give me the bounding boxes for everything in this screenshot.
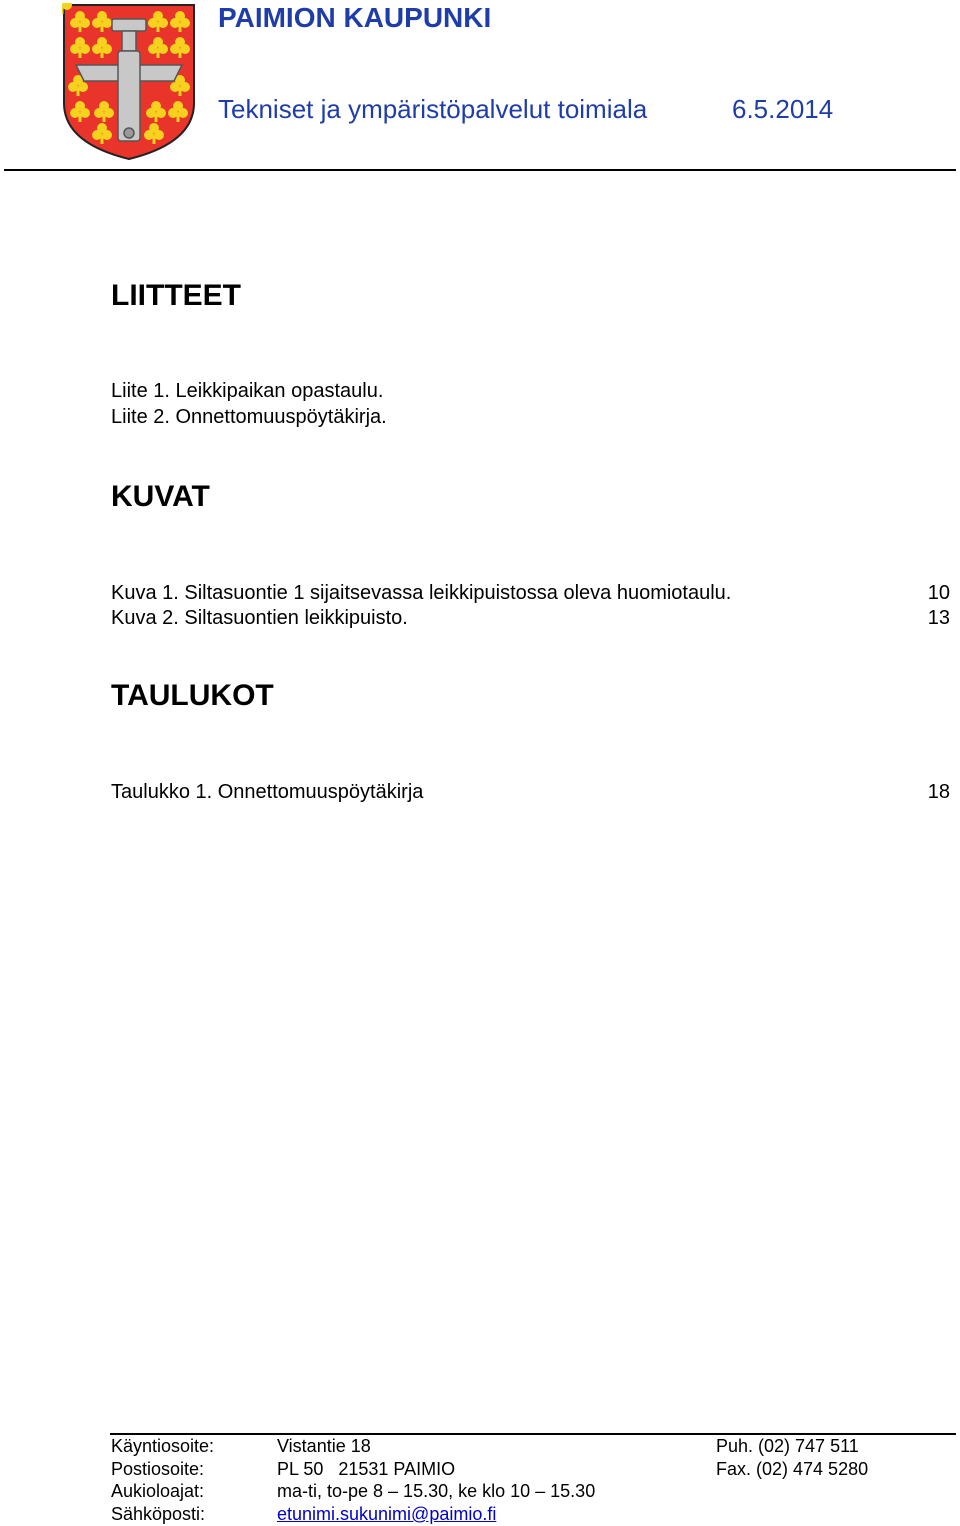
department-name: Tekniset ja ympäristöpalvelut toimiala (218, 94, 648, 124)
header-divider (4, 169, 956, 171)
table-entry-page: 18 (927, 781, 950, 803)
email-link[interactable]: etunimi.sukunimi@paimio.fi (277, 1504, 497, 1524)
opening-hours-label: Aukioloajat: (111, 1481, 205, 1501)
figure-entry-page: 13 (927, 607, 950, 629)
figure-entry-label: Kuva 1. Siltasuontie 1 sijaitsevassa leikkipuistossa oleva huomiotaulu. (111, 582, 732, 604)
postal-address-label: Postiosoite: (111, 1459, 205, 1479)
figure-entry-label: Kuva 2. Siltasuontien leikkipuisto. (111, 607, 408, 629)
phone-number: Puh. (02) 747 511 (716, 1436, 859, 1456)
tables-heading: TAULUKOT (111, 679, 274, 712)
appendices-heading: LIITTEET (111, 279, 241, 312)
organization-name: PAIMION KAUPUNKI (218, 2, 492, 33)
postal-address-value: PL 50 21531 PAIMIO (277, 1459, 456, 1479)
footer-divider (110, 1433, 956, 1435)
visit-address-value: Vistantie 18 (277, 1436, 371, 1456)
list-item: Liite 2. Onnettomuuspöytäkirja. (111, 406, 387, 428)
fax-number: Fax. (02) 474 5280 (716, 1459, 869, 1479)
visit-address-label: Käyntiosoite: (111, 1436, 215, 1456)
opening-hours-value: ma-ti, to-pe 8 – 15.30, ke klo 10 – 15.30 (277, 1481, 596, 1501)
paimio-coat-of-arms-logo (62, 3, 196, 161)
list-item: Liite 1. Leikkipaikan opastaulu. (111, 380, 384, 402)
table-entry-label: Taulukko 1. Onnettomuuspöytäkirja (111, 781, 424, 803)
figure-entry-page: 10 (927, 582, 950, 604)
figures-heading: KUVAT (111, 480, 210, 513)
email-label: Sähköposti: (111, 1504, 206, 1524)
document-date: 6.5.2014 (732, 94, 834, 124)
